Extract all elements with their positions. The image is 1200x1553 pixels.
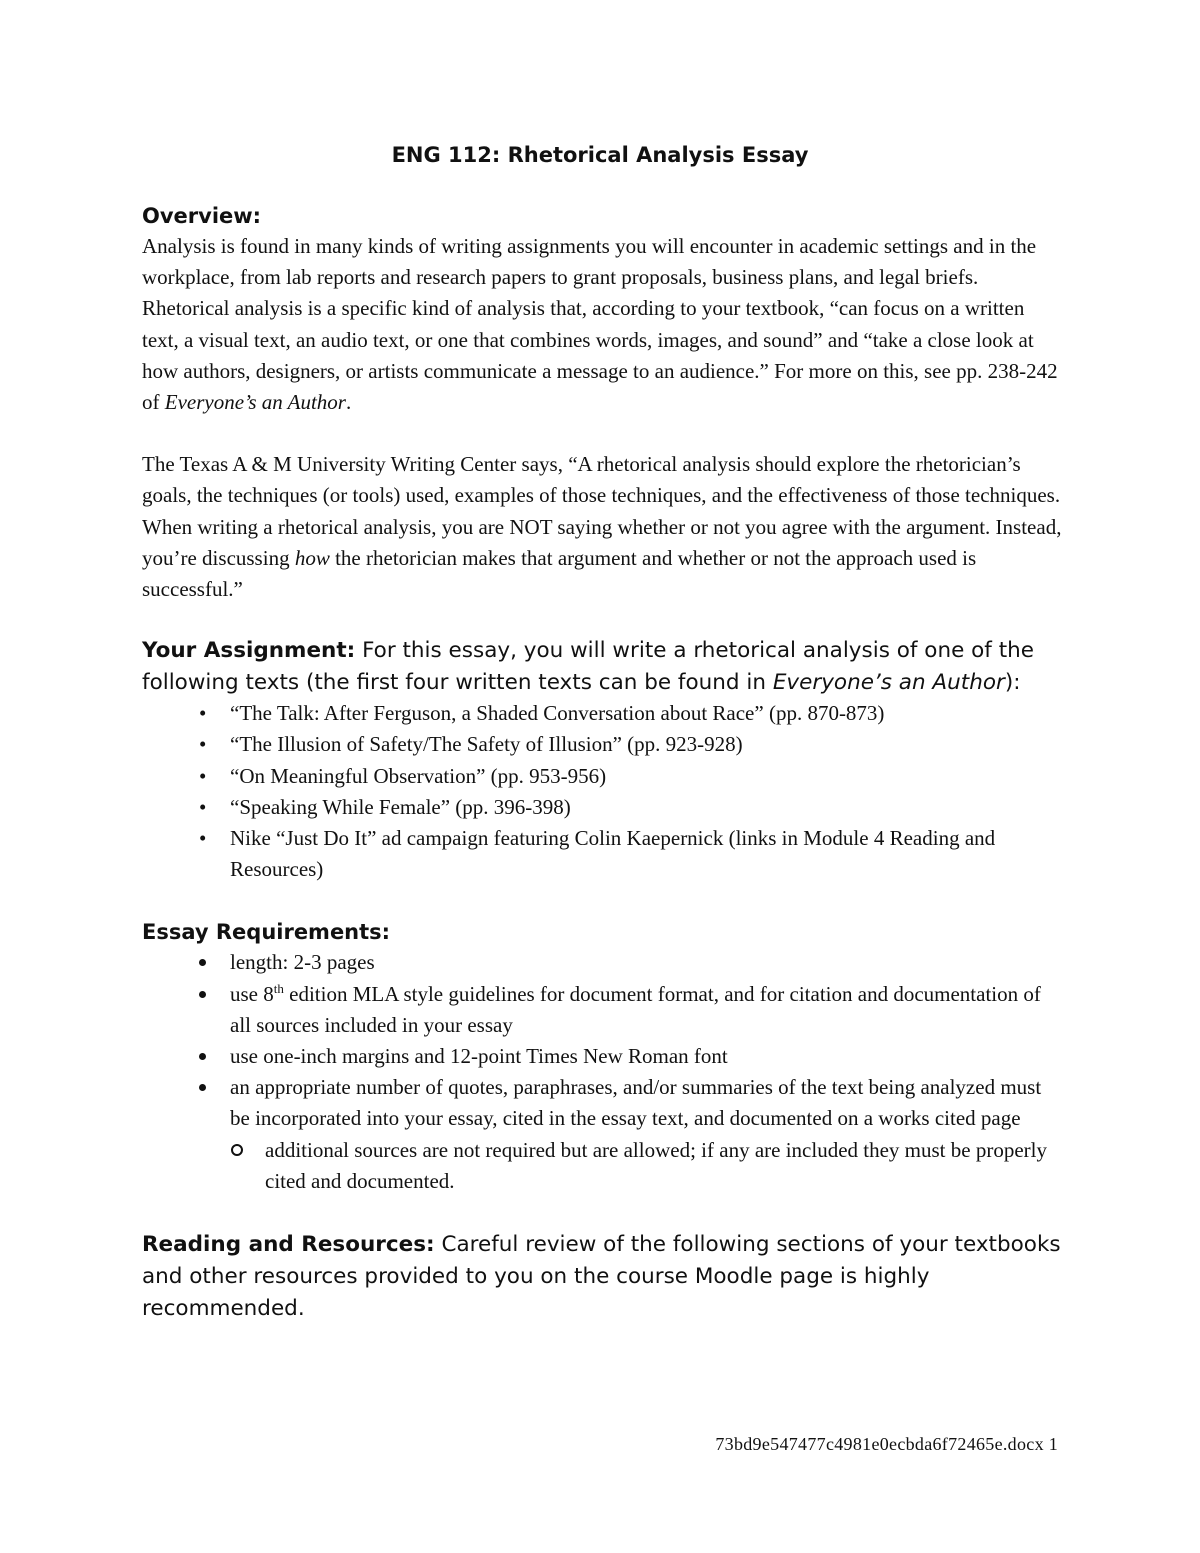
hollow-bullet-icon xyxy=(231,1144,243,1156)
book-title: Everyone’s an Author xyxy=(164,390,346,415)
document-body xyxy=(142,140,1062,1325)
bullet-icon xyxy=(199,959,206,966)
overview-paragraph-1-end: . xyxy=(345,390,352,415)
overview-heading: Overview: xyxy=(142,204,262,228)
overview-paragraph-2-before: The Texas A & M University Writing Center says, “A rhetorical analysis should explore the rhetorician’s goals, the techniques (or tools) used, examples of those techniques, and the effectiveness of those techniques. When writing a rhetorical analysis, you are NOT saying whether or not you agree with the argument. Instead, you’re discussing xyxy=(142,452,1062,570)
bullet-icon xyxy=(199,1084,206,1091)
list-item: • “Speaking While Female” (pp. 396-398) xyxy=(142,792,1062,823)
reading-text: Careful review of the following sections of your textbooks and other resources provided to you on the course Moodle page is highly recommended. xyxy=(142,1232,1061,1322)
footer-filename: 73bd9e547477c4981e0ecbda6f72465e.docx xyxy=(715,1434,1044,1454)
bullet-icon xyxy=(199,991,206,998)
overview-paragraph-2-after: the rhetorician makes that argument and whether or not the approach used is successful.” xyxy=(142,545,977,602)
overview-paragraph-2 xyxy=(142,449,1062,605)
emphasis-how: how xyxy=(294,545,330,570)
requirements-sublist xyxy=(142,1135,1062,1197)
assignment-text: For this essay, you will write a rhetorical analysis of one of the following texts (the first four written texts can be found in xyxy=(142,638,1034,695)
bullet-icon: • xyxy=(199,701,207,726)
requirements-list xyxy=(142,947,1062,1134)
bullet-icon: • xyxy=(199,826,207,851)
list-item: • “The Talk: After Ferguson, a Shaded Conversation about Race” (pp. 870-873) xyxy=(142,698,1062,729)
bullet-icon: • xyxy=(199,794,207,819)
bullet-icon: • xyxy=(199,763,207,788)
list-item: use one-inch margins and 12-point Times New Roman font xyxy=(142,1041,1062,1072)
list-item: additional sources are not required but are allowed; if any are included they must be properly cited and documented. xyxy=(142,1135,1062,1197)
bullet-icon xyxy=(199,1053,206,1060)
assignment-heading: Your Assignment: xyxy=(142,638,356,664)
document-title: ENG 112: Rhetorical Analysis Essay xyxy=(391,143,809,167)
list-item: • “The Illusion of Safety/The Safety of Illusion” (pp. 923-928) xyxy=(142,729,1062,760)
bullet-icon: • xyxy=(199,732,207,757)
reading-heading: Reading and Resources: xyxy=(142,1232,435,1258)
list-item: • Nike “Just Do It” ad campaign featuring Colin Kaepernick (links in Module 4 Reading and Resources) xyxy=(142,823,1062,885)
assignment-intro xyxy=(142,635,1062,698)
overview-paragraph-1 xyxy=(142,231,1062,418)
list-item: length: 2-3 pages xyxy=(142,947,1062,978)
requirements-heading: Essay Requirements: xyxy=(142,920,391,945)
page-number: 1 xyxy=(1048,1434,1058,1454)
reading-resources xyxy=(142,1229,1062,1325)
overview-paragraph-1-text: Analysis is found in many kinds of writing assignments you will encounter in academic settings and in the workplace, from lab reports and research papers to grant proposals, business plans, and legal briefs. Rhetorical analysis is a specific kind of analysis that, according to your textbook, “can focus on a written text, a visual text, an audio text, or one that combines words, images, and sound” and “take a close look at how authors, designers, or artists communicate a message to an audience.” For more on this, see pp. 238-242 of xyxy=(142,234,1058,415)
list-item: use 8th edition MLA style guidelines for document format, and for citation and documentation of all sources included in your essay xyxy=(142,979,1062,1041)
assignment-text-end: ): xyxy=(1004,669,1021,695)
text-options-list xyxy=(142,698,1062,885)
page-footer xyxy=(715,1432,1058,1456)
assignment-book-title: Everyone’s an Author xyxy=(772,669,1005,695)
list-item: an appropriate number of quotes, paraphrases, and/or summaries of the text being analyzed must be incorporated into your essay, cited in the essay text, and documented on a works cited page xyxy=(142,1072,1062,1134)
list-item: • “On Meaningful Observation” (pp. 953-956) xyxy=(142,761,1062,792)
